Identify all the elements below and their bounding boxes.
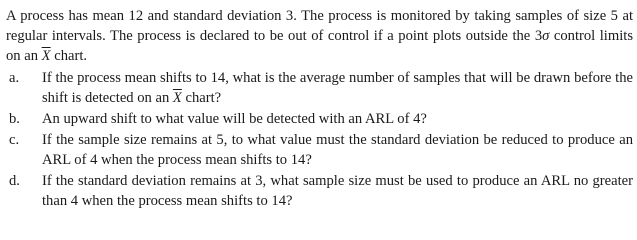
problem-intro xyxy=(6,6,633,66)
item-label-d: d. xyxy=(9,173,20,189)
xbar-symbol-a: $\overline{X}$ xyxy=(172,90,182,106)
item-text-d: If the standard deviation remains at 3, what sample size must be used to produce an ARL no greater than 4 when the process mean shifts to 14? xyxy=(42,173,633,209)
intro-text-end: chart. xyxy=(50,48,88,64)
question-item-b xyxy=(6,109,633,129)
xbar-symbol: $\overline{X}$ xyxy=(41,48,51,64)
question-item-a xyxy=(6,68,633,108)
question-item-d xyxy=(6,171,633,211)
item-label-c: c. xyxy=(9,132,20,148)
item-text-b: An upward shift to what value will be detected with an ARL of 4? xyxy=(42,111,427,127)
item-a-text-end: chart? xyxy=(181,90,222,106)
item-label-a: a. xyxy=(9,70,20,86)
item-label-b: b. xyxy=(9,111,20,127)
question-item-c xyxy=(6,130,633,170)
intro-text-start: A process has mean 12 and standard deviation 3. The process is monitored by taking samples of size 5 at regular intervals. The process is declared to be out of control if a point plots outside the 3 xyxy=(6,8,633,44)
item-a-text-start: If the process mean shifts to 14, what is the average number of samples that will be drawn before the shift is detected on an xyxy=(42,70,633,106)
item-text-a xyxy=(42,68,633,108)
sigma-symbol: σ xyxy=(542,28,550,44)
item-text-c: If the sample size remains at 5, to what value must the standard deviation be reduced to produce an ARL of 4 when the process mean shifts to 14? xyxy=(42,132,633,168)
intro-text-middle: control limits on an xyxy=(6,28,633,64)
